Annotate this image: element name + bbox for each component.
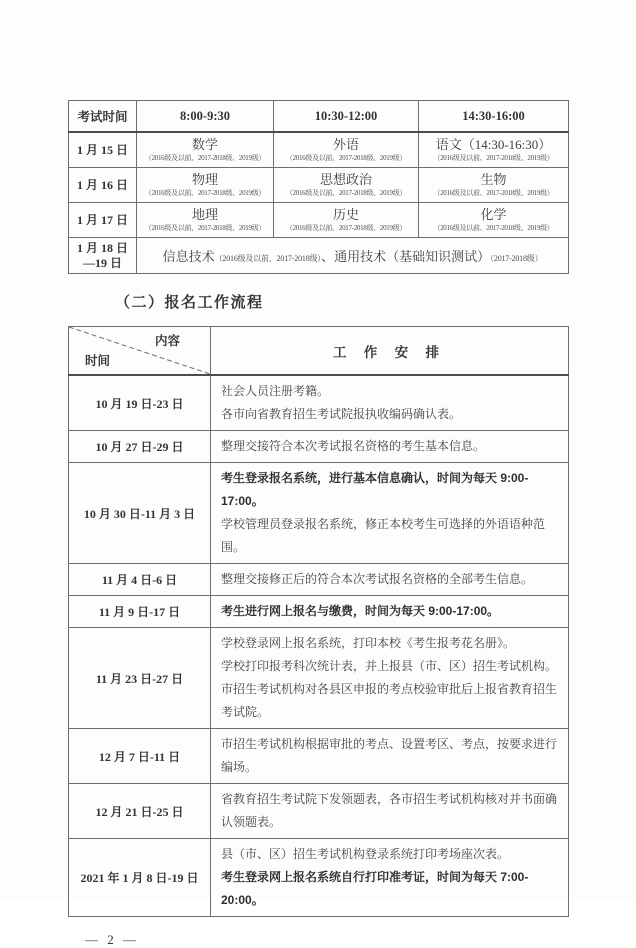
exam-subject-cell	[274, 168, 419, 203]
exam-table-row	[69, 168, 569, 203]
work-arrangement-cell	[211, 729, 569, 784]
subject-name: 思想政治	[319, 172, 372, 187]
work-arrangement-cell	[211, 784, 569, 839]
time-range-cell: 10 月 19 日-23 日	[69, 375, 211, 431]
exam-date-line: 1 月 18 日	[76, 240, 128, 255]
registration-table-body	[69, 375, 569, 917]
grade-note: （2016级及以前、2017-2018级、2019级）	[144, 154, 266, 162]
task-line: 市招生考试机构对各县区申报的考点校验审批后上报省教育招生考试院。	[221, 682, 558, 719]
grade-note: （2016级及以前、2017-2018级、2019级）	[144, 224, 266, 232]
time-range-cell: 11 月 9 日-17 日	[69, 596, 211, 628]
exam-table-row	[69, 238, 569, 274]
time-range-cell: 12 月 7 日-11 日	[69, 729, 211, 784]
task-line: 各市向省教育招生考试院报执收编码确认表。	[221, 407, 462, 421]
exam-date-cell	[69, 132, 137, 168]
task-line: 考生进行网上报名与缴费，时间为每天 9:00-17:00。	[221, 604, 500, 618]
grade-note: （2016级及以前、2017-2018级、2019级）	[433, 224, 554, 232]
time-range-cell: 12 月 21 日-25 日	[69, 784, 211, 839]
grade-note: （2016级及以前、2017-2018级、2019级）	[285, 224, 407, 232]
page-content	[68, 100, 568, 948]
registration-table-row	[69, 596, 569, 628]
work-arrangement-header: 工 作 安 排	[211, 327, 569, 376]
registration-table-row	[69, 784, 569, 839]
exam-date-cell	[69, 203, 137, 238]
grade-note: （2016级及以前、2017-2018级、2019级）	[433, 189, 554, 197]
time-range-cell: 2021 年 1 月 8 日-19 日	[69, 839, 211, 917]
exam-subject-cell	[274, 203, 419, 238]
task-line: 省教育招生考试院下发领题表，各市招生考试机构核对并书面确认领题表。	[221, 792, 558, 829]
task-line: 市招生考试机构根据审批的考点、设置考区、考点，按要求进行编场。	[221, 737, 558, 774]
section-heading: （二）报名工作流程	[115, 295, 264, 311]
exam-date-line: 1 月 15 日	[76, 142, 128, 157]
exam-table-row	[69, 132, 569, 168]
page-number: — 2 —	[85, 932, 139, 947]
grade-note: （2016级及以前、2017-2018级、2019级）	[433, 154, 554, 162]
time-range-cell: 11 月 4 日-6 日	[69, 564, 211, 596]
task-line: 社会人员注册考籍。	[221, 384, 330, 398]
subject-name: 外语	[332, 137, 359, 152]
registration-workflow-table	[68, 326, 569, 917]
time-range-cell: 11 月 23 日-27 日	[69, 628, 211, 729]
task-line: 学校打印报考科次统计表，并上报县（市、区）招生考试机构。	[221, 659, 558, 673]
grade-note-inline: （2017-2018级）	[490, 254, 543, 263]
task-line: 考生登录报名系统，进行基本信息确认，时间为每天 9:00-17:00。	[221, 471, 529, 508]
exam-subject-cell	[274, 132, 419, 168]
registration-table-row	[69, 839, 569, 917]
registration-table-header-row	[69, 327, 569, 376]
work-arrangement-cell	[211, 463, 569, 564]
exam-merged-cell	[137, 238, 569, 274]
exam-date-cell	[69, 168, 137, 203]
subject-name: 化学	[480, 207, 507, 222]
work-arrangement-cell	[211, 564, 569, 596]
exam-header-slot-1: 8:00-9:30	[137, 101, 274, 133]
exam-subject-cell	[419, 203, 569, 238]
exam-header-time-label: 考试时间	[69, 101, 137, 133]
grade-note-inline: （2016级及以前、2017-2018级）	[214, 254, 322, 263]
work-arrangement-cell	[211, 431, 569, 463]
subject-name: 地理	[191, 207, 218, 222]
time-range-cell: 10 月 27 日-29 日	[69, 431, 211, 463]
exam-schedule-table	[68, 100, 569, 274]
subject-name: 语文（14:30-16:30）	[435, 137, 552, 152]
merged-subject-text: 信息技术	[162, 249, 215, 264]
grade-note: （2016级及以前、2017-2018级、2019级）	[285, 154, 407, 162]
work-arrangement-cell	[211, 628, 569, 729]
subject-name: 生物	[480, 172, 507, 187]
registration-table-row	[69, 375, 569, 431]
work-arrangement-cell	[211, 596, 569, 628]
exam-header-slot-2: 10:30-12:00	[274, 101, 419, 133]
exam-table-row	[69, 203, 569, 238]
time-range-cell: 10 月 30 日-11 月 3 日	[69, 463, 211, 564]
grade-note: （2016级及以前、2017-2018级、2019级）	[285, 189, 407, 197]
exam-subject-cell	[137, 203, 274, 238]
registration-table-row	[69, 564, 569, 596]
task-line: 整理交接修正后的符合本次考试报名资格的全部考生信息。	[221, 572, 534, 586]
task-line: 考生登录网上报名系统自行打印准考证，时间为每天 7:00-20:00。	[221, 870, 529, 907]
exam-date-line: 1 月 16 日	[76, 177, 128, 192]
exam-subject-cell	[137, 168, 274, 203]
exam-date-cell	[69, 238, 137, 274]
grade-note: （2016级及以前、2017-2018级、2019级）	[144, 189, 266, 197]
exam-table-body	[69, 132, 569, 274]
work-arrangement-cell	[211, 839, 569, 917]
subject-name: 物理	[191, 172, 218, 187]
exam-date-line: 1 月 17 日	[76, 212, 128, 227]
exam-subject-cell	[419, 132, 569, 168]
exam-date-line: —19 日	[82, 255, 122, 270]
task-line: 学校管理员登录报名系统，修正本校考生可选择的外语语种范围。	[221, 517, 546, 554]
work-arrangement-cell	[211, 375, 569, 431]
corner-label-content: 内容	[154, 334, 180, 348]
subject-name: 数学	[191, 137, 218, 152]
registration-table-row	[69, 431, 569, 463]
registration-table-row	[69, 729, 569, 784]
exam-subject-cell	[137, 132, 274, 168]
registration-table-row	[69, 463, 569, 564]
exam-subject-cell	[419, 168, 569, 203]
task-line: 整理交接符合本次考试报名资格的考生基本信息。	[221, 439, 486, 453]
corner-header-cell	[69, 327, 211, 376]
exam-table-header-row	[69, 101, 569, 133]
exam-header-slot-3: 14:30-16:00	[419, 101, 569, 133]
task-line: 县（市、区）招生考试机构登录系统打印考场座次表。	[221, 847, 510, 861]
merged-subject-text: 、通用技术（基础知识测试）	[321, 249, 491, 264]
registration-table-row	[69, 628, 569, 729]
subject-name: 历史	[332, 207, 359, 222]
task-line: 学校登录网上报名系统，打印本校《考生报考花名册》。	[221, 636, 516, 650]
corner-label-time: 时间	[85, 354, 111, 368]
